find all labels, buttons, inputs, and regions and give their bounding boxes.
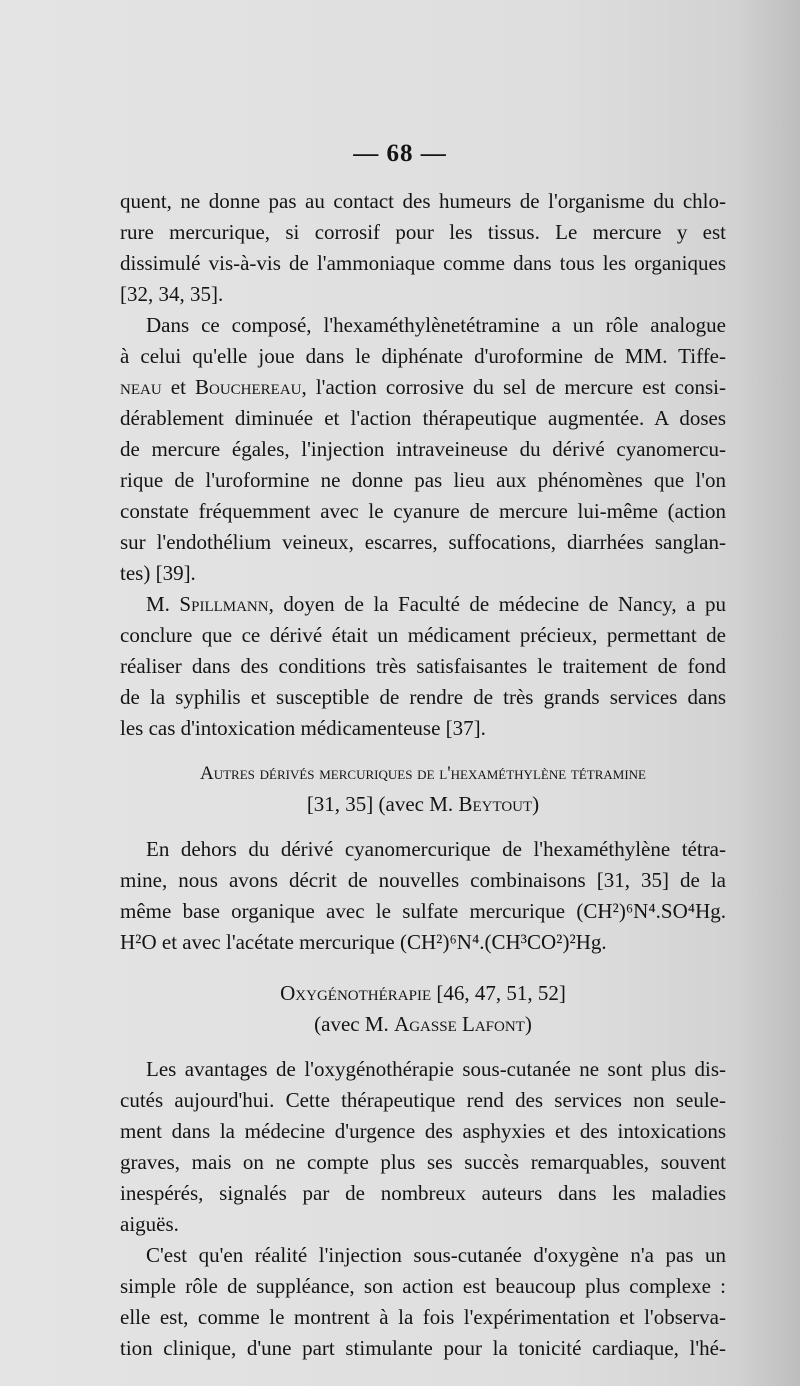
text-line: ment dans la médecine d'urgence des asphyxies et des intoxications bbox=[120, 1119, 726, 1143]
text-line: En dehors du dérivé cyanomercurique de l'hexaméthylène tétra- bbox=[146, 837, 726, 861]
text-line: dissimulé vis-à-vis de l'ammoniaque comme dans tous les organiques bbox=[120, 251, 726, 275]
paragraph-spillmann bbox=[120, 589, 726, 744]
text-line: réaliser dans des conditions très satisfaisantes le traitement de fond bbox=[120, 654, 726, 678]
text-line: tes) [39]. bbox=[120, 561, 196, 585]
text-line: de la syphilis et susceptible de rendre de très grands services dans bbox=[120, 685, 726, 709]
text-fragment: M. bbox=[146, 592, 180, 616]
text-fragment: , doyen de la Faculté de médecine de Nancy, a pu bbox=[268, 592, 726, 616]
heading-line bbox=[120, 978, 726, 1009]
heading-line bbox=[120, 1009, 726, 1040]
paragraph-continuation bbox=[120, 186, 726, 310]
paragraph-oxygen-advantages bbox=[120, 1054, 726, 1240]
text-line: rique de l'uroformine ne donne pas lieu aux phénomènes que l'on bbox=[120, 468, 726, 492]
text-line: mine, nous avons décrit de nouvelles combinaisons [31, 35] de la bbox=[120, 868, 726, 892]
text-line: Dans ce composé, l'hexaméthylènetétramine a un rôle analogue bbox=[146, 313, 726, 337]
text-fragment: (avec M. bbox=[314, 1012, 395, 1036]
section-heading-mercury-derivatives bbox=[120, 758, 726, 820]
text-line: C'est qu'en réalité l'injection sous-cutanée d'oxygène n'a pas un bbox=[146, 1243, 726, 1267]
text-line: graves, mais on ne compte plus ses succès remarquables, souvent bbox=[120, 1150, 726, 1174]
text-line: elle est, comme le montrent à la fois l'expérimentation et l'observa- bbox=[120, 1305, 726, 1329]
text-line: [32, 34, 35]. bbox=[120, 282, 224, 306]
page-number: — 68 — bbox=[353, 140, 447, 167]
text-line: constate fréquemment avec le cyanure de mercure lui-même (action bbox=[120, 499, 726, 523]
text-line: simple rôle de suppléance, son action est beaucoup plus complexe : bbox=[120, 1274, 726, 1298]
text-fragment: [31, 35] (avec M. bbox=[306, 792, 459, 816]
text-line: cutés aujourd'hui. Cette thérapeutique rend des services non seule- bbox=[120, 1088, 726, 1112]
text-fragment: , l'action corrosive du sel de mercure est consi- bbox=[301, 375, 726, 399]
author-name: neau bbox=[120, 375, 162, 399]
text-line: aiguës. bbox=[120, 1212, 179, 1236]
text-fragment: ) bbox=[524, 1012, 532, 1036]
heading-title: Oxygénothérapie bbox=[280, 981, 432, 1005]
text-line: inespérés, signalés par de nombreux auteurs dans les maladies bbox=[120, 1181, 726, 1205]
author-name: Spillmann bbox=[179, 592, 269, 616]
heading-line bbox=[120, 789, 726, 820]
body-text bbox=[120, 186, 726, 1364]
text-fragment: [46, 47, 51, 52] bbox=[431, 981, 566, 1005]
author-name: Bouchereau bbox=[194, 375, 302, 399]
text-line: sur l'endothélium veineux, escarres, suffocations, diarrhées sanglan- bbox=[120, 530, 726, 554]
author-name: Beytout bbox=[458, 792, 533, 816]
paragraph-oxygen-action bbox=[120, 1240, 726, 1364]
text-fragment: et bbox=[161, 375, 195, 399]
section-heading-oxygenotherapy bbox=[120, 978, 726, 1040]
text-line: rure mercurique, si corrosif pour les tissus. Le mercure y est bbox=[120, 220, 726, 244]
text-line bbox=[120, 589, 726, 620]
text-line: dérablement diminuée et l'action thérapeutique augmentée. A doses bbox=[120, 406, 726, 430]
paragraph-combinations bbox=[120, 834, 726, 958]
paragraph-hexamethylene bbox=[120, 310, 726, 589]
text-line: conclure que ce dérivé était un médicament précieux, permettant de bbox=[120, 623, 726, 647]
text-line: à celui qu'elle joue dans le diphénate d'uroformine de MM. Tiffe- bbox=[120, 344, 726, 368]
text-line: H²O et avec l'acétate mercurique (CH²)⁶N⁴.(CH³CO²)²Hg. bbox=[120, 930, 607, 954]
text-line: les cas d'intoxication médicamenteuse [37]. bbox=[120, 716, 486, 740]
text-line: même base organique avec le sulfate mercurique (CH²)⁶N⁴.SO⁴Hg. bbox=[120, 899, 726, 923]
text-line: de mercure égales, l'injection intraveineuse du dérivé cyanomercu- bbox=[120, 437, 726, 461]
text-line bbox=[120, 372, 726, 403]
text-line: tion clinique, d'une part stimulante pour la tonicité cardiaque, l'hé- bbox=[120, 1336, 726, 1360]
heading-line: Autres dérivés mercuriques de l'hexaméthylène tétramine bbox=[199, 763, 647, 784]
text-line: Les avantages de l'oxygénothérapie sous-cutanée ne sont plus dis- bbox=[146, 1057, 726, 1081]
text-fragment: ) bbox=[532, 792, 540, 816]
text-line: quent, ne donne pas au contact des humeurs de l'organisme du chlo- bbox=[120, 189, 726, 213]
author-name: Agasse Lafont bbox=[394, 1012, 525, 1036]
